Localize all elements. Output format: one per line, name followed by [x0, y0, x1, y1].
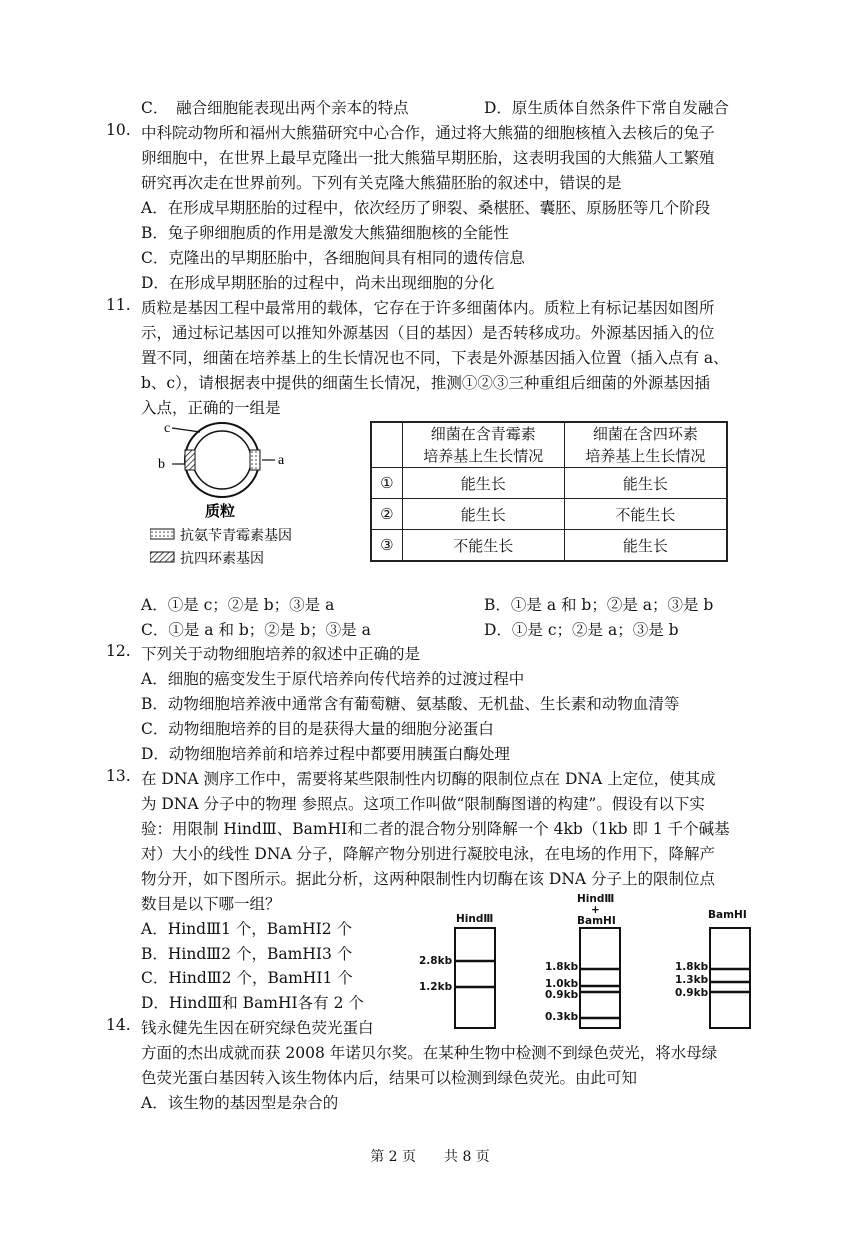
q13-option-c: C．HindⅢ2 个，BamHⅠ1 个	[141, 969, 353, 987]
q12-stem: 下列关于动物细胞培养的叙述中正确的是	[141, 645, 421, 663]
q13-stem-line-1: 在 DNA 测序工作中，需要将某些限制性内切酶的限制位点在 DNA 上定位，使其成	[141, 770, 716, 788]
q11-option-b: B．①是 a 和 b；②是 a；③是 b	[484, 596, 714, 614]
lane1-label-2-8: 2.8kb	[419, 955, 453, 967]
legend-dots-swatch	[150, 529, 174, 539]
lane3-title: BamHⅠ	[708, 909, 747, 921]
growth-table	[370, 421, 728, 562]
plasmid-ring-outer	[185, 423, 259, 497]
lane2-label-0-3: 0.3kb	[545, 1011, 579, 1023]
lane2-label-0-9: 0.9kb	[545, 989, 579, 1001]
table-header-row	[371, 422, 727, 468]
q10-option-d: D．在形成早期胚胎的过程中，尚未出现细胞的分化	[141, 274, 495, 292]
q13-stem-line-2: 为 DNA 分子中的物理 参照点。这项工作叫做“限制酶图谱的构建”。假设有以下实	[141, 795, 705, 813]
lane2-label-1-8: 1.8kb	[545, 961, 579, 973]
lane2-label-1-0: 1.0kb	[545, 978, 579, 990]
page-footer: 第 2 页 共 8 页	[370, 1149, 490, 1165]
label-b: b	[158, 457, 165, 472]
q11-stem-line-5: 入点，正确的一组是	[141, 399, 281, 417]
q11-number: 11.	[106, 296, 131, 314]
plasmid-ring-inner	[193, 431, 251, 489]
q14-option-a: A．该生物的基因型是杂合的	[141, 1094, 339, 1112]
lane1-label-1-2: 1.2kb	[419, 981, 453, 993]
q10-number: 10.	[106, 121, 131, 139]
legend-tetracycline: 抗四环素基因	[180, 551, 264, 567]
label-a: a	[278, 453, 285, 468]
header-tetracycline: 细菌在含四环素 培养基上生长情况	[564, 422, 727, 468]
q13-option-b: B．HindⅢ2 个，BamHⅠ3 个	[141, 945, 353, 963]
q12-option-a: A．细胞的癌变发生于原代培养向传代培养的过渡过程中	[141, 670, 525, 688]
q10-option-c: C．克隆出的早期胚胎中，各细胞间具有相同的遗传信息	[141, 249, 525, 267]
q11-stem-line-4: b、c），请根据表中提供的细菌生长情况，推测①②③三种重组后细菌的外源基因插	[141, 374, 710, 392]
label-c: c	[164, 421, 171, 436]
q12-option-d: D．动物细胞培养前和培养过程中都要用胰蛋白酶处理	[141, 745, 510, 763]
q14-stem-line-1: 钱永健先生因在研究绿色荧光蛋白	[141, 1019, 374, 1037]
lane2-title-bottom: BamHⅠ	[577, 915, 616, 927]
lane2-title-top: HindⅢ	[577, 893, 615, 905]
lane3-label-0-9: 0.9kb	[675, 987, 709, 999]
plasmid-caption: 质粒	[205, 502, 236, 520]
lane3-label-1-3: 1.3kb	[675, 974, 709, 986]
q12-option-c: C．动物细胞培养的目的是获得大量的细胞分泌蛋白	[141, 720, 494, 738]
q11-option-a: A．①是 c；②是 b；③是 a	[141, 596, 335, 614]
lane1-title: HindⅢ	[456, 913, 494, 925]
q13-stem-line-4: 对）大小的线性 DNA 分子，降解产物分别进行凝胶电泳，在电场的作用下，降解产	[141, 845, 716, 863]
q11-stem-line-1: 质粒是基因工程中最常用的载体，它存在于许多细菌体内。质粒上有标记基因如图所	[141, 299, 715, 317]
tetracycline-gene-segment	[185, 450, 195, 470]
q14-stem-line-2: 方面的杰出成就而获 2008 年诺贝尔奖。在某种生物中检测不到绿色荧光，将水母绿	[141, 1044, 718, 1062]
q11-stem-line-3: 置不同，细菌在培养基上的生长情况也不同，下表是外源基因插入位置（插入点有 a、	[141, 349, 729, 367]
q9-option-c: C． 融合细胞能表现出两个亲本的特点	[141, 99, 409, 117]
table-row: ③ 不能生长 能生长	[371, 530, 727, 562]
q11-option-c: C．①是 a 和 b；②是 b；③是 a	[141, 621, 371, 639]
q9-option-d: D．原生质体自然条件下常自发融合	[484, 99, 729, 117]
q10-stem-line-1: 中科院动物所和福州大熊猫研究中心合作，通过将大熊猫的细胞核植入去核后的兔子	[141, 124, 715, 142]
lane2-plus: +	[591, 904, 600, 916]
q11-stem-line-2: 示，通过标记基因可以推知外源基因（目的基因）是否转移成功。外源基因插入的位	[141, 324, 715, 342]
pointer-c	[172, 428, 200, 432]
gel-electrophoresis-figure	[415, 892, 755, 1032]
q10-stem-line-2: 卵细胞中，在世界上最早克隆出一批大熊猫早期胚胎，这表明我国的大熊猫人工繁殖	[141, 149, 715, 167]
header-penicillin: 细菌在含青霉素 培养基上生长情况	[402, 422, 564, 468]
q10-stem-line-3: 研究再次走在世界前列。下列有关克隆大熊猫胚胎的叙述中，错误的是	[141, 174, 622, 192]
ampicillin-gene-segment	[250, 450, 260, 470]
legend-hatch-swatch	[150, 552, 174, 562]
q10-option-a: A．在形成早期胚胎的过程中，依次经历了卵裂、桑椹胚、囊胚、原肠胚等几个阶段	[141, 199, 711, 217]
q13-stem-line-6: 数目是以下哪一组？	[141, 895, 281, 913]
q11-option-d: D．①是 c；②是 a；③是 b	[484, 621, 679, 639]
q13-option-a: A．HindⅢ1 个，BamHⅠ2 个	[141, 920, 353, 938]
q14-number: 14.	[106, 1016, 131, 1034]
legend-ampicillin: 抗氨苄青霉素基因	[180, 528, 292, 544]
table-row: ① 能生长 能生长	[371, 468, 727, 499]
lane2-gel	[580, 928, 620, 1028]
q13-number: 13.	[106, 767, 131, 785]
q13-option-d: D．HindⅢ和 BamHⅠ各有 2 个	[141, 994, 364, 1012]
q13-stem-line-3: 验：用限制 HindⅢ、BamHⅠ和二者的混合物分别降解一个 4kb（1kb 即 1 千个碱基	[141, 820, 730, 838]
lane3-label-1-8: 1.8kb	[675, 961, 709, 973]
lane3-gel	[710, 928, 750, 1028]
q14-stem-line-3: 色荧光蛋白基因转入该生物体内后，结果可以检测到绿色荧光。由此可知	[141, 1069, 638, 1087]
q13-stem-line-5: 物分开，如下图所示。据此分析，这两种限制性内切酶在该 DNA 分子上的限制位点	[141, 870, 716, 888]
lane1-gel	[455, 928, 495, 1028]
q12-option-b: B．动物细胞培养液中通常含有葡萄糖、氨基酸、无机盐、生长素和动物血清等	[141, 695, 680, 713]
plasmid-figure	[150, 418, 350, 578]
table-row: ② 能生长 不能生长	[371, 499, 727, 530]
q12-number: 12.	[106, 642, 131, 660]
q10-option-b: B．兔子卵细胞质的作用是激发大熊猫细胞核的全能性	[141, 224, 509, 242]
